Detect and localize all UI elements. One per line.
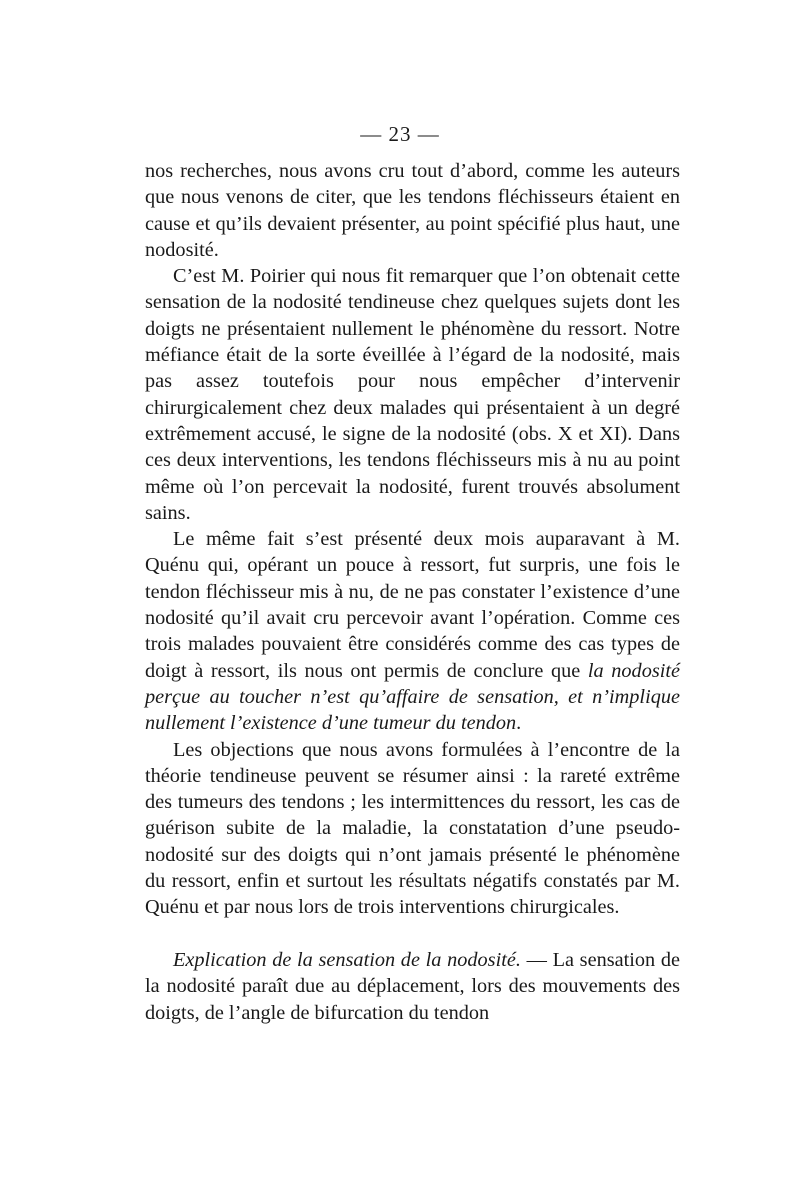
- paragraph-3-italic: la nodosité perçue au toucher n’est qu’affaire de sensation, et n’implique nullement l’existence d’une tumeur du tendon: [145, 659, 680, 735]
- paragraph-3-text: Le même fait s’est présenté deux mois auparavant à M. Quénu qui, opérant un pouce à ressort, fut surpris, une fois le tendon fléchisseur mis à nu, de ne pas constater l’existence d’une nodosité qu’il avait cru percevoir avant l’opération. Comme ces trois malades pouvaient être considérés comme des cas types de doigt à ressort, ils nous ont permis de conclure que: [145, 528, 680, 682]
- page-number: — 23 —: [360, 122, 440, 146]
- body-text: [145, 158, 680, 1026]
- paragraph-5: [145, 947, 680, 1026]
- paragraph-2: C’est M. Poirier qui nous fit remarquer que l’on obtenait cette sensation de la nodosité tendineuse chez quelques sujets dont les doigts ne présentaient nullement le phénomène du ressort. Notre méfiance était de la sorte éveillée à l’égard de la nodosité, mais pas assez toutefois pour nous empêcher d’intervenir chirurgicalement chez deux malades qui présentaient à un degré extrêmement accusé, le signe de la nodosité (obs. X et XI). Dans ces deux interventions, les tendons fléchisseurs mis à nu au point même où l’on percevait la nodosité, furent trouvés absolument sains.: [145, 265, 680, 524]
- paragraph-1: nos recherches, nous avons cru tout d’abord, comme les auteurs que nous venons de citer, que les tendons fléchisseurs étaient en cause et qu’ils devaient présenter, au point spécifié plus haut, une nodosité.: [145, 160, 680, 261]
- paragraph-3-end: .: [516, 712, 522, 735]
- section-heading: Explication de la sensation de la nodosité.: [173, 948, 521, 971]
- paragraph-3: [145, 526, 680, 736]
- paragraph-5-text: — La sensation de la nodosité paraît due au déplacement, lors des mouvements des doigts, de l’angle de bifurcation du tendon: [145, 948, 680, 1024]
- paragraph-4: Les objections que nous avons formulées à l’encontre de la théorie tendineuse peuvent se résumer ainsi : la rareté extrême des tumeurs des tendons ; les intermittences du ressort, les cas de guérison subite de la maladie, la constatation d’une pseudo-nodosité sur des doigts qui n’ont jamais présenté le phénomène du ressort, enfin et surtout les résultats négatifs constatés par M. Quénu et par nous lors de trois interventions chirurgicales.: [145, 738, 680, 919]
